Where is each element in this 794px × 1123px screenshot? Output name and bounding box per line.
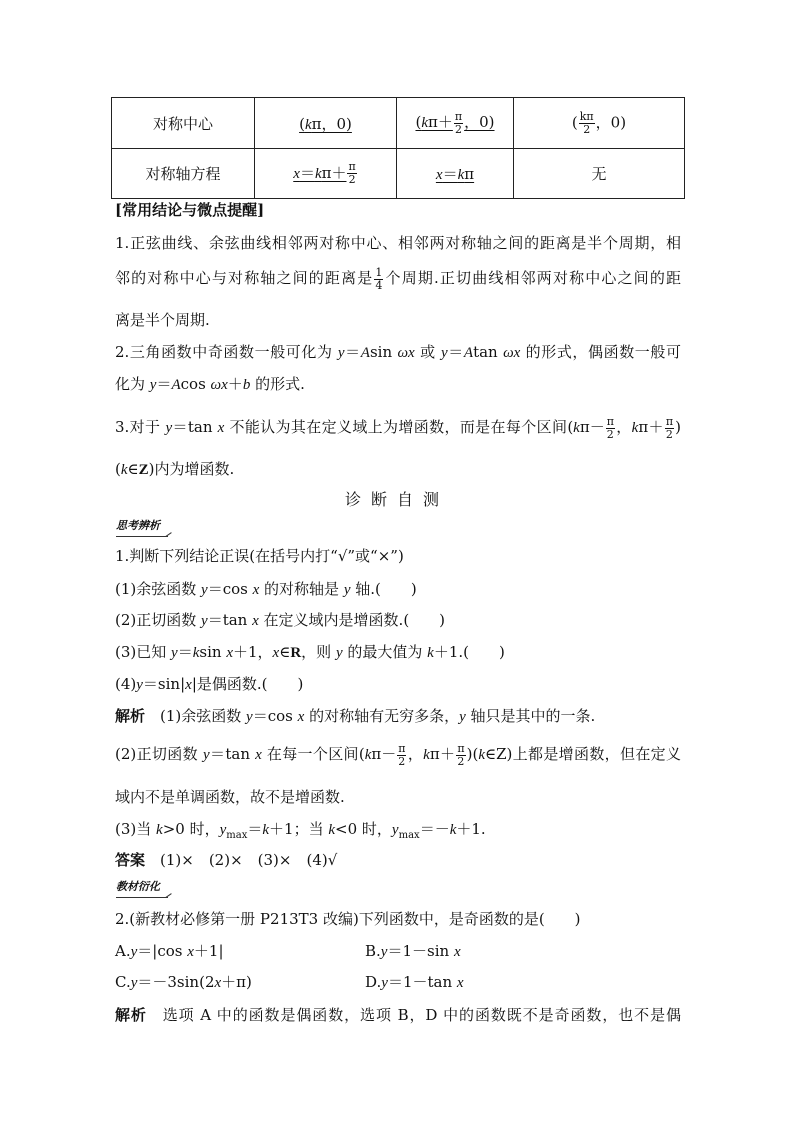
- math-variable: y: [380, 944, 388, 960]
- text-run: ＝1－tan: [387, 973, 457, 991]
- math-variable: x: [435, 167, 443, 183]
- fraction-numerator: π: [665, 414, 674, 428]
- math-variable: x: [297, 709, 305, 725]
- text-run: ，0): [595, 113, 627, 131]
- text-run: ＝tan: [207, 611, 253, 629]
- text-run: A.: [115, 942, 131, 960]
- math-variable: x: [217, 420, 225, 436]
- math-variable: k: [304, 116, 312, 133]
- bold-text: 解析: [115, 707, 146, 725]
- text-run: 化为: [115, 375, 150, 393]
- math-variable: y: [130, 944, 138, 960]
- math-variable: y: [171, 645, 178, 661]
- math-variable: k: [328, 822, 336, 838]
- subscript: max: [398, 830, 420, 841]
- table-cell: [112, 98, 255, 149]
- text-run: 对称轴方程: [145, 165, 221, 183]
- text-run: π＋: [638, 418, 664, 436]
- fraction-numerator: π: [457, 741, 465, 755]
- fraction-numerator: kπ: [579, 109, 594, 123]
- text-run: ＝: [442, 165, 458, 183]
- math-variable: x: [252, 613, 259, 629]
- question-item: [115, 637, 505, 667]
- text-run: 2.(新教材必修第一册 P213T3 改编)下列函数中，是奇函数的是( ): [115, 910, 581, 928]
- fraction: [454, 111, 463, 136]
- math-variable: y: [337, 345, 345, 361]
- option-c: [115, 967, 252, 997]
- fraction: [347, 161, 356, 186]
- text-run: 3.对于: [115, 418, 166, 436]
- bold-text: 答案: [115, 851, 146, 869]
- text-run: π－: [579, 418, 605, 436]
- text-run: ＝|cos: [137, 942, 188, 960]
- math-set-symbol: R: [290, 645, 302, 661]
- table-cell: [255, 98, 397, 149]
- table-cell: [255, 149, 397, 199]
- math-variable: x: [255, 747, 262, 763]
- question-stem: [115, 904, 581, 934]
- table-cell: [514, 98, 685, 149]
- text-run: 2.三角函数中奇函数一般可化为: [115, 343, 338, 361]
- text-run: 对称中心: [152, 114, 213, 133]
- math-variable: y: [201, 613, 208, 629]
- table-cell: [397, 98, 514, 149]
- text-run: 的对称轴有无穷多条，: [304, 707, 460, 725]
- math-variable: k: [364, 747, 372, 763]
- solution-line: [115, 814, 486, 844]
- math-variable: A: [171, 377, 181, 393]
- text-run: ＋1.( ): [433, 643, 505, 661]
- text-run: ): [675, 418, 681, 436]
- properties-table: [111, 97, 685, 199]
- math-variable: ωx: [210, 377, 228, 393]
- math-variable: y: [149, 377, 157, 393]
- math-variable: y: [219, 822, 227, 838]
- solution-line: [115, 1000, 681, 1030]
- text-run: (2)正切函数: [115, 745, 204, 763]
- text-run: 在定义域内是增函数.( ): [258, 611, 446, 629]
- math-variable: ωx: [397, 345, 415, 361]
- text-run: ＋π): [221, 973, 252, 991]
- math-variable: k: [457, 167, 465, 183]
- text-run: (1)余弦函数: [115, 580, 202, 598]
- cell-value: [293, 160, 357, 186]
- text-run: <0 时，: [335, 820, 392, 838]
- text-line: [115, 263, 681, 293]
- math-variable: y: [343, 582, 351, 598]
- text-run: 邻的对称中心与对称轴之间的距离是: [115, 269, 374, 287]
- table-row-symmetry-center: [112, 98, 685, 149]
- text-run: 的最大值为: [342, 643, 428, 661]
- text-run: ∈Z)上都是增函数，但在定义: [484, 745, 682, 763]
- math-variable: y: [130, 975, 138, 991]
- math-variable: A: [360, 345, 370, 361]
- table-cell: [514, 149, 685, 199]
- math-variable: k: [262, 822, 270, 838]
- text-run: ＋1.: [456, 820, 486, 838]
- text-run: π，0): [311, 114, 352, 133]
- text-run: (: [415, 113, 422, 131]
- math-variable: y: [246, 709, 253, 725]
- math-variable: k: [423, 747, 430, 763]
- text-run: 选项 A 中的函数是偶函数，选项 B，D 中的函数既不是奇函数，也不是偶: [146, 1006, 681, 1024]
- text-run: sin: [369, 343, 398, 361]
- text-run: C.: [115, 973, 131, 991]
- math-variable: x: [214, 975, 222, 991]
- math-variable: k: [449, 822, 457, 838]
- text-run: |是偶函数.( ): [191, 675, 304, 693]
- answer-line: [115, 845, 337, 875]
- text-run: (2)正切函数: [115, 611, 202, 629]
- fraction: [579, 111, 595, 136]
- math-variable: x: [453, 944, 461, 960]
- fraction-denominator: 2: [398, 754, 406, 768]
- text-run: )(: [466, 745, 479, 763]
- fraction-numerator: 1: [375, 265, 383, 279]
- math-variable: A: [463, 345, 474, 361]
- text-run: (: [299, 114, 305, 133]
- text-line: [115, 228, 681, 258]
- text-run: ＝cos: [207, 580, 253, 598]
- text-run: π: [464, 165, 475, 183]
- math-variable: ωx: [503, 345, 521, 361]
- text-run: ＝: [299, 163, 315, 182]
- fraction: [397, 743, 406, 768]
- bold-text: [常用结论与微点提醒]: [115, 201, 265, 219]
- text-run: ，0): [464, 113, 495, 131]
- fraction-denominator: 2: [457, 754, 465, 768]
- math-variable: y: [201, 582, 208, 598]
- text-run: ＝sin|: [142, 675, 186, 693]
- text-run: 或: [414, 343, 442, 361]
- math-variable: x: [293, 165, 300, 182]
- math-variable: k: [427, 645, 434, 661]
- section-header: [115, 195, 264, 225]
- text-run: (: [115, 460, 121, 478]
- text-run: 离是半个周期.: [115, 311, 210, 329]
- text-run: ＋1，: [233, 643, 273, 661]
- text-run: (3)当: [115, 820, 157, 838]
- text-run: π＋: [429, 745, 456, 763]
- text-run: 1.正弦曲线、余弦曲线相邻两对称中心、相邻两对称轴之间的距离是半个周期，相: [115, 234, 681, 252]
- text-run: ＝－3sin(2: [137, 973, 215, 991]
- math-variable: y: [165, 420, 173, 436]
- text-run: ＝: [447, 343, 464, 361]
- table-cell: [112, 149, 255, 199]
- text-run: 的形式，偶函数一般可: [520, 343, 681, 361]
- text-run: 轴只是其中的一条.: [465, 707, 596, 725]
- text-line: [115, 454, 234, 484]
- math-variable: x: [185, 677, 192, 693]
- text-run: >0 时，: [162, 820, 220, 838]
- text-run: B.: [365, 942, 381, 960]
- math-variable: k: [421, 115, 429, 131]
- text-run: ＋1；当: [269, 820, 329, 838]
- text-run: π－: [371, 745, 397, 763]
- text-run: cos: [180, 375, 211, 393]
- fraction-numerator: π: [398, 741, 406, 755]
- text-run: (1)余弦函数: [145, 707, 247, 725]
- text-run: ＝: [344, 343, 361, 361]
- math-variable: b: [242, 377, 251, 393]
- math-variable: x: [456, 975, 464, 991]
- text-run: 1.判断下列结论正误(在括号内打“√”或“×”): [115, 547, 404, 565]
- math-variable: k: [478, 747, 485, 763]
- text-run: (3)已知: [115, 643, 172, 661]
- table-cell: [397, 149, 514, 199]
- text-run: sin: [199, 643, 227, 661]
- text-line: [115, 369, 305, 399]
- math-variable: k: [156, 822, 163, 838]
- math-variable: k: [314, 165, 322, 182]
- math-variable: y: [441, 345, 448, 361]
- text-run: ∈: [279, 643, 291, 661]
- fraction: [374, 267, 383, 292]
- tag-label: 教材衍化: [116, 879, 168, 898]
- question-item: [115, 605, 445, 635]
- text-run: 的形式.: [250, 375, 305, 393]
- text-run: ＝tan: [172, 418, 218, 436]
- text-run: tan: [473, 343, 504, 361]
- question-stem: [115, 541, 404, 571]
- math-variable: y: [391, 822, 399, 838]
- text-run: ＝tan: [209, 745, 256, 763]
- text-run: ，: [407, 745, 424, 763]
- math-variable: x: [252, 582, 260, 598]
- table-row-axis-equation: [112, 149, 685, 199]
- fraction: [665, 416, 674, 441]
- text-run: ＝: [247, 820, 263, 838]
- option-b: [365, 936, 461, 966]
- math-variable: y: [381, 975, 388, 991]
- text-run: ＋: [227, 375, 243, 393]
- fraction-denominator: 2: [579, 123, 595, 136]
- math-variable: y: [335, 645, 343, 661]
- fraction-numerator: π: [454, 109, 463, 123]
- text-run: 个周期.正切曲线相邻两对称中心之间的距: [384, 269, 681, 287]
- math-variable: y: [203, 747, 210, 763]
- text-run: (: [571, 113, 578, 131]
- text-run: (1)× (2)× (3)× (4)√: [145, 851, 338, 869]
- text-run: ，: [615, 418, 632, 436]
- option-d: [365, 967, 464, 997]
- math-variable: x: [187, 944, 194, 960]
- text-run: 轴.( ): [350, 580, 417, 598]
- text-run: ＝: [156, 375, 172, 393]
- text-run: ＝cos: [252, 707, 298, 725]
- section-heading: 诊断自测: [344, 490, 449, 509]
- text-run: 的对称轴是: [259, 580, 344, 598]
- fraction-denominator: 2: [606, 427, 614, 441]
- text-run: 无: [591, 165, 607, 183]
- fraction-denominator: 2: [665, 427, 673, 441]
- fraction-denominator: 4: [375, 278, 383, 292]
- text-run: π＋: [428, 113, 453, 131]
- math-variable: k: [120, 462, 128, 478]
- text-run: ，则: [301, 643, 336, 661]
- math-variable: x: [226, 645, 233, 661]
- text-run: 域内不是单调函数，故不是增函数.: [115, 788, 345, 806]
- text-run: ＝－: [419, 820, 450, 838]
- question-item: [115, 574, 417, 604]
- cell-value: [299, 115, 352, 133]
- option-a: [115, 936, 224, 966]
- fraction: [606, 416, 615, 441]
- math-variable: y: [459, 709, 466, 725]
- fraction-numerator: π: [606, 414, 614, 428]
- math-variable: x: [272, 645, 280, 661]
- math-variable: k: [631, 420, 639, 436]
- text-run: 在每一个区间(: [261, 745, 365, 763]
- math-set-symbol: Z: [138, 462, 149, 478]
- solution-line: [115, 701, 595, 731]
- subscript: max: [226, 830, 248, 841]
- text-run: 不能认为其在定义域上为增函数，而是在每个区间(: [224, 418, 574, 436]
- text-run: (4): [115, 675, 137, 693]
- text-run: ＝1－sin: [387, 942, 454, 960]
- solution-line: [115, 739, 681, 769]
- question-item: [115, 669, 303, 699]
- text-line: [115, 412, 681, 442]
- math-variable: y: [136, 677, 143, 693]
- math-variable: k: [573, 420, 580, 436]
- fraction: [456, 743, 465, 768]
- math-variable: k: [192, 645, 200, 661]
- text-run: ＋1|: [193, 942, 224, 960]
- text-run: π＋: [321, 163, 347, 182]
- fraction-denominator: 2: [348, 173, 356, 186]
- text-run: ∈: [127, 460, 139, 478]
- text-run: D.: [365, 973, 382, 991]
- solution-line: [115, 782, 345, 812]
- text-line: [115, 337, 681, 367]
- fraction-denominator: 2: [454, 122, 462, 136]
- text-line: [115, 305, 210, 335]
- fraction-numerator: π: [348, 160, 356, 173]
- text-run: )内为增函数.: [148, 460, 235, 478]
- tag-label: 思考辨析: [116, 518, 168, 537]
- cell-value: [415, 109, 495, 136]
- cell-value: [436, 165, 474, 183]
- text-run: ＝: [177, 643, 193, 661]
- bold-text: 解析: [115, 1006, 147, 1024]
